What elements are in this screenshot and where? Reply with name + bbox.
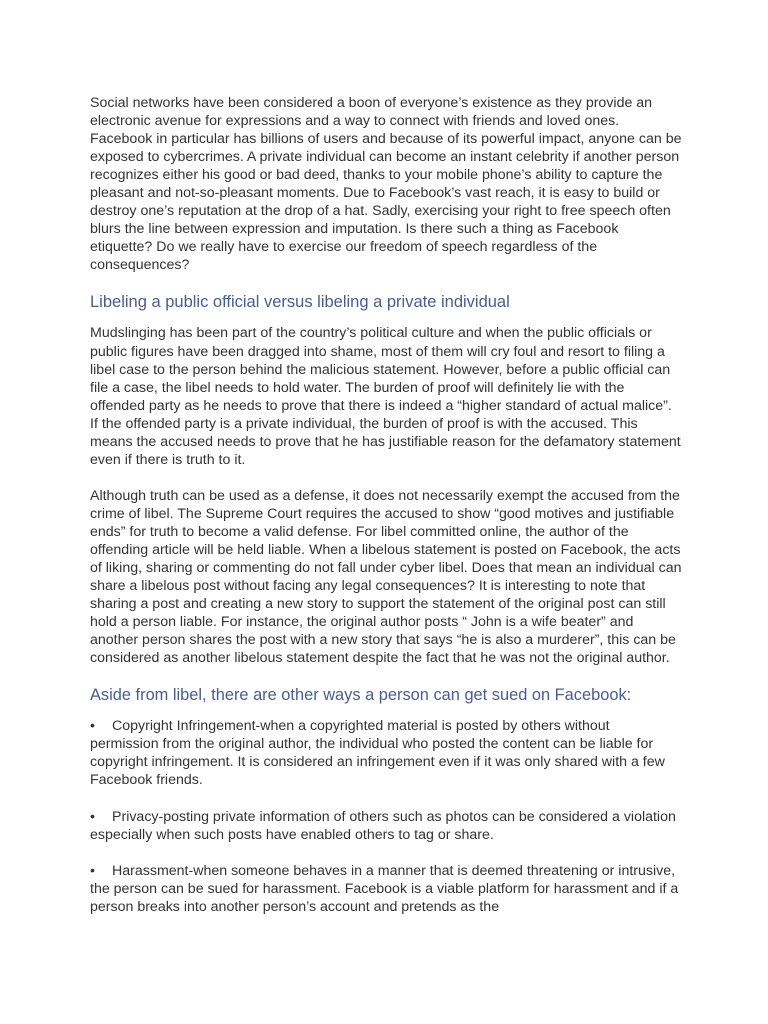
bullet-harassment: [90, 862, 682, 916]
section1-paragraph-1: Mudslinging has been part of the country’s political culture and when the public officials or public figures have been dragged into shame, most of them will cry foul and resort to filing a libel case to the person behind the malicious statement. However, before a public official can file a case, the libel needs to hold water. The burden of proof will definitely lie with the offended party as he needs to prove that there is indeed a “higher standard of actual malice”. If the offended party is a private individual, the burden of proof is with the accused. This means the accused needs to prove that he has justifiable reason for the defamatory statement even if there is truth to it.: [90, 325, 681, 468]
bullet-text-copyright: Copyright Infringement-when a copyrighted material is posted by others without permission from the original author, the individual who posted the content can be liable for copyright infringement. It is considered an infringement even if it was only shared with a few Facebook friends.: [90, 718, 665, 789]
bullet-marker: •: [90, 862, 95, 879]
bullet-text-harassment: Harassment-when someone behaves in a manner that is deemed threatening or intrusive, the person can be sued for harassment. Facebook is a viable platform for harassment and if a person breaks into another person’s account and pretends as the: [90, 862, 679, 915]
bullet-text-privacy: Privacy-posting private information of others such as photos can be considered a violation especially when such posts have enabled others to tag or share.: [90, 808, 676, 843]
bullet-marker: •: [90, 808, 95, 825]
document-page: [90, 94, 682, 934]
bullet-marker: •: [90, 718, 95, 735]
intro-paragraph: Social networks have been considered a boon of everyone’s existence as they provide an electronic avenue for expressions and a way to connect with friends and loved ones. Facebook in particular has billions of users and because of its powerful impact, anyone can be exposed to cybercrimes. A private individual can become an instant celebrity if another person recognizes either his good or bad deed, thanks to your mobile phone’s ability to capture the pleasant and not-so-pleasant moments. Due to Facebook’s vast reach, it is easy to build or destroy one’s reputation at the drop of a hat. Sadly, exercising your right to free speech often blurs the line between expression and imputation. Is there such a thing as Facebook etiquette? Do we really have to exercise our freedom of speech regardless of the consequences?: [90, 95, 682, 274]
bullet-copyright: [90, 717, 682, 789]
section1-paragraph-2: Although truth can be used as a defense, it does not necessarily exempt the accused from the crime of libel. The Supreme Court requires the accused to show “good motives and justifiable ends” for truth to become a valid defense. For libel committed online, the author of the offending article will be held liable. When a libelous statement is posted on Facebook, the acts of liking, sharing or commenting do not fall under cyber libel. Does that mean an individual can share a libelous post without facing any legal consequences? It is interesting to note that sharing a post and creating a new story to support the statement of the original post can still hold a person liable. For instance, the original author posts “ John is a wife beater” and another person shares the post with a new story that says “he is also a murderer”, this can be considered as another libelous statement despite the fact that he was not the original author.: [90, 487, 682, 667]
section-heading-other-ways-sued: Aside from libel, there are other ways a person can get sued on Facebook:: [90, 686, 632, 705]
bullet-privacy: [90, 808, 682, 844]
section-heading-libel-public-vs-private: Libeling a public official versus libeling a private individual: [90, 293, 510, 312]
